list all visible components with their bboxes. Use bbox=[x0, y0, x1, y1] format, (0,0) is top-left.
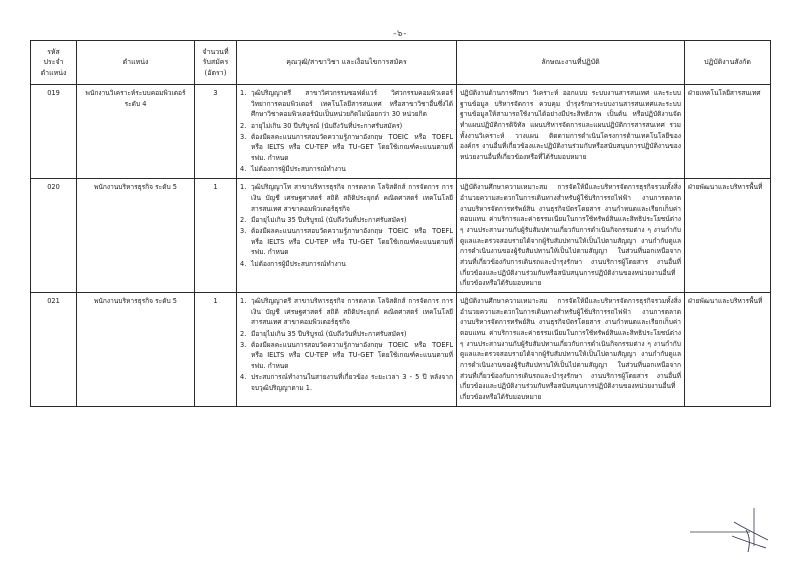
cell-job-duties bbox=[457, 293, 685, 407]
cell-position-title: พนักงานบริหารธุรกิจ ระดับ 5 bbox=[77, 179, 195, 293]
column-header-count-line3: (อัตรา) bbox=[204, 68, 227, 77]
qualification-number: 4. bbox=[240, 259, 247, 268]
job-duty-text: ปฏิบัติงานศึกษาความเหมาะสม การจัดให้มีและบริหารจัดการธุรกิจรวมทั้งสิ่งอำนวยความสะดวกในการเดินทางสำหรับผู้ใช้บริการรถไฟฟ้า งานการตลาด งานบริหารจัดการทรัพย์สิน งานธุรกิจบัตรโดยสาร งานกำหนดและเรียกเก็บค่าตอบแทน ค่าบริการและค่าธรรมเนียมในการใช้ทรัพย์สินและสิทธิประโยชน์ต่าง ๆ งานประสานงานกับผู้รับสัมปทานเกี่ยวกับการดำเนินกิจกรรมต่าง ๆ งานกำกับดูแลและตรวจสอบรายได้จากผู้รับสัมปทานให้เป็นไปตามสัญญา งานกำกับดูแลการดำเนินงานของผู้รับสัมปทานให้เป็นไปตามสัญญา ในส่วนที่นอกเหนือจากส่วนที่เกี่ยวข้องกับการเดินรถและบำรุงรักษา งานบริการผู้โดยสาร งานอื่นที่เกี่ยวข้องและปฏิบัติงานร่วมกับหรือสนับสนุนการปฏิบัติงานของหน่วยงานอื่นที่เกี่ยวข้องหรือได้รับมอบหมาย bbox=[460, 183, 681, 288]
job-duty-text: ปฏิบัติงานด้านการศึกษา วิเคราะห์ ออกแบบ ระบบงานสารสนเทศ และระบบฐานข้อมูล บริหารจัดการ ควบคุม บำรุงรักษาระบบงานสารสนเทศและระบบฐานข้อมูลให้สามารถใช้งานได้อย่างมีประสิทธิภาพ เป็นต้น หรือปฏิบัติงานจัดทำแผนปฏิบัติการดิจิทัล แผนบริหารจัดการและแผนปฏิบัติการสารสนเทศ รวมทั้งงานวิเคราะห์ วางแผน ติดตามการดำเนินโครงการด้านเทคโนโลยีขององค์กร งานอื่นที่เกี่ยวข้องและปฏิบัติงานร่วมกับหรือสนับสนุนการปฏิบัติงานของหน่วยงานอื่นที่เกี่ยวข้องหรือที่ได้รับมอบหมาย bbox=[460, 89, 681, 162]
qualification-number: 2. bbox=[240, 215, 247, 224]
qualification-item: 4. ไม่ต้องการผู้มีประสบการณ์ทำงาน bbox=[240, 259, 346, 268]
qualification-number: 3. bbox=[240, 340, 247, 349]
column-header-position: ตำแหน่ง bbox=[77, 41, 195, 85]
cell-qualifications bbox=[237, 85, 457, 179]
column-header-code bbox=[31, 41, 77, 85]
cell-vacancy-count: 1 bbox=[195, 179, 237, 293]
table-body bbox=[31, 85, 771, 407]
qualification-item: 2. อายุไม่เกิน 30 ปีบริบูรณ์ (นับถึงวันที่ประกาศรับสมัคร) bbox=[240, 121, 403, 130]
cell-department: ฝ่ายพัฒนาและบริหารพื้นที่ bbox=[685, 179, 771, 293]
qualification-item: 1. วุฒิปริญญาตรี สาขาบริหารธุรกิจ การตลาด โลจิสติกส์ การจัดการ การเงิน บัญชี เศรษฐศาสตร์ สถิติ สถิติประยุกต์ คณิตศาสตร์ เทคโนโลยีสารสนเทศ สาขาคอมพิวเตอร์ธุรกิจ bbox=[240, 297, 453, 327]
table-row bbox=[31, 293, 771, 407]
qualification-number: 3. bbox=[240, 227, 247, 236]
qualification-item: 3. ต้องมีผลคะแนนการสอบวัดความรู้ภาษาอังกฤษ TOEIC หรือ TOEFL หรือ IELTS หรือ CU-TEP หรือ TU-GET โดยใช้เกณฑ์คะแนนตามที่ รฟม. กำหนด bbox=[240, 340, 453, 371]
qualification-number: 4. bbox=[240, 373, 247, 382]
column-header-code-line3: ตำแหน่ง bbox=[40, 68, 67, 77]
table-header-row bbox=[31, 41, 771, 85]
cell-vacancy-count: 3 bbox=[195, 85, 237, 179]
cell-job-duties bbox=[457, 85, 685, 179]
column-header-duty: ลักษณะงานที่ปฏิบัติ bbox=[457, 41, 685, 85]
qualification-number: 2. bbox=[240, 121, 247, 130]
handwritten-signature bbox=[688, 506, 772, 558]
job-duty-text: ปฏิบัติงานศึกษาความเหมาะสม การจัดให้มีและบริหารจัดการธุรกิจรวมทั้งสิ่งอำนวยความสะดวกในการเดินทางสำหรับผู้ใช้บริการรถไฟฟ้า งานการตลาด งานบริหารจัดการทรัพย์สิน งานธุรกิจบัตรโดยสาร งานกำหนดและเรียกเก็บค่าตอบแทน ค่าบริการและค่าธรรมเนียมในการใช้ทรัพย์สินและสิทธิประโยชน์ต่าง ๆ งานประสานงานกับผู้รับสัมปทานเกี่ยวกับการดำเนินกิจกรรมต่าง ๆ งานกำกับดูแลและตรวจสอบรายได้จากผู้รับสัมปทานให้เป็นไปตามสัญญา งานกำกับดูแลการดำเนินงานของผู้รับสัมปทานให้เป็นไปตามสัญญา ในส่วนที่นอกเหนือจากส่วนที่เกี่ยวข้องกับการเดินรถและบำรุงรักษา งานบริการผู้โดยสาร งานอื่นที่เกี่ยวข้องและปฏิบัติงานร่วมกับหรือสนับสนุนการปฏิบัติงานของหน่วยงานอื่นที่เกี่ยวข้องหรือได้รับมอบหมาย bbox=[460, 297, 681, 402]
cell-position-code: 020 bbox=[31, 179, 77, 293]
qualification-item: 4. ไม่ต้องการผู้มีประสบการณ์ทำงาน bbox=[240, 165, 346, 174]
qualification-item: 2. มีอายุไม่เกิน 35 ปีบริบูรณ์ (นับถึงวันที่ประกาศรับสมัคร) bbox=[240, 215, 407, 224]
table-row bbox=[31, 179, 771, 293]
qualification-item: 1. วุฒิปริญญาตรี สาขาวิศวกรรมซอฟต์แวร์ วิศวกรรมคอมพิวเตอร์ วิทยาการคอมพิวเตอร์ เทคโนโลยีสารสนเทศ หรือสาขาวิชาอื่นซึ่งได้ศึกษาวิชาคอมพิวเตอร์นับเป็นหน่วยกิตไม่น้อยกว่า 30 หน่วยกิต bbox=[240, 89, 453, 119]
qualification-item: 1. วุฒิปริญญาโท สาขาบริหารธุรกิจ การตลาด โลจิสติกส์ การจัดการ การเงิน บัญชี เศรษฐศาสตร์ สถิติ สถิติประยุกต์ คณิตศาสตร์ เทคโนโลยีสารสนเทศ สาขาคอมพิวเตอร์ธุรกิจ bbox=[240, 183, 453, 213]
cell-job-duties bbox=[457, 179, 685, 293]
cell-position-code: 019 bbox=[31, 85, 77, 179]
cell-position-title: พนักงานบริหารธุรกิจ ระดับ 5 bbox=[77, 293, 195, 407]
qualification-item: 4. ประสบการณ์ทำงานในสายงานที่เกี่ยวข้อง ระยะเวลา 3 - 5 ปี หลังจากจบวุฒิปริญญาตาม 1. bbox=[240, 373, 453, 392]
table-header bbox=[31, 41, 771, 85]
cell-department: ฝ่ายเทคโนโลยีสารสนเทศ bbox=[685, 85, 771, 179]
qualification-item: 2. มีอายุไม่เกิน 35 ปีบริบูรณ์ (นับถึงวันที่ประกาศรับสมัคร) bbox=[240, 329, 407, 338]
column-header-count bbox=[195, 41, 237, 85]
cell-qualifications bbox=[237, 179, 457, 293]
column-header-count-line1: จำนวนที่ bbox=[202, 47, 229, 56]
qualification-number: 3. bbox=[240, 132, 247, 141]
qualification-number: 1. bbox=[240, 297, 247, 306]
qualification-number: 4. bbox=[240, 165, 247, 174]
qualification-number: 1. bbox=[240, 89, 247, 97]
column-header-qualification: คุณวุฒิ/สาขาวิชา และเงื่อนไขการสมัคร bbox=[237, 41, 457, 85]
page-number: -๖- bbox=[393, 29, 407, 39]
qualification-item: 3. ต้องมีผลคะแนนการสอบวัดความรู้ภาษาอังกฤษ TOEIC หรือ TOEFL หรือ IELTS หรือ CU-TEP หรือ TU-GET โดยใช้เกณฑ์คะแนนตามที่ รฟม. กำหนด bbox=[240, 132, 453, 163]
column-header-department: ปฏิบัติงานสังกัด bbox=[685, 41, 771, 85]
column-header-code-line2: ประจำ bbox=[43, 58, 64, 67]
cell-department: ฝ่ายพัฒนาและบริหารพื้นที่ bbox=[685, 293, 771, 407]
cell-position-title: พนักงานวิเคราะห์ระบบคอมพิวเตอร์ ระดับ 4 bbox=[77, 85, 195, 179]
cell-position-code: 021 bbox=[31, 293, 77, 407]
qualification-item: 3. ต้องมีผลคะแนนการสอบวัดความรู้ภาษาอังกฤษ TOEIC หรือ TOEFL หรือ IELTS หรือ CU-TEP หรือ TU-GET โดยใช้เกณฑ์คะแนนตามที่ รฟม. กำหนด bbox=[240, 227, 453, 257]
table-row bbox=[31, 85, 771, 179]
column-header-code-line1: รหัส bbox=[47, 47, 60, 56]
job-positions-table bbox=[30, 40, 771, 407]
qualification-number: 2. bbox=[240, 329, 247, 338]
column-header-count-line2: รับสมัคร bbox=[202, 58, 229, 67]
cell-qualifications bbox=[237, 293, 457, 407]
cell-vacancy-count: 1 bbox=[195, 293, 237, 407]
qualification-number: 1. bbox=[240, 183, 247, 192]
